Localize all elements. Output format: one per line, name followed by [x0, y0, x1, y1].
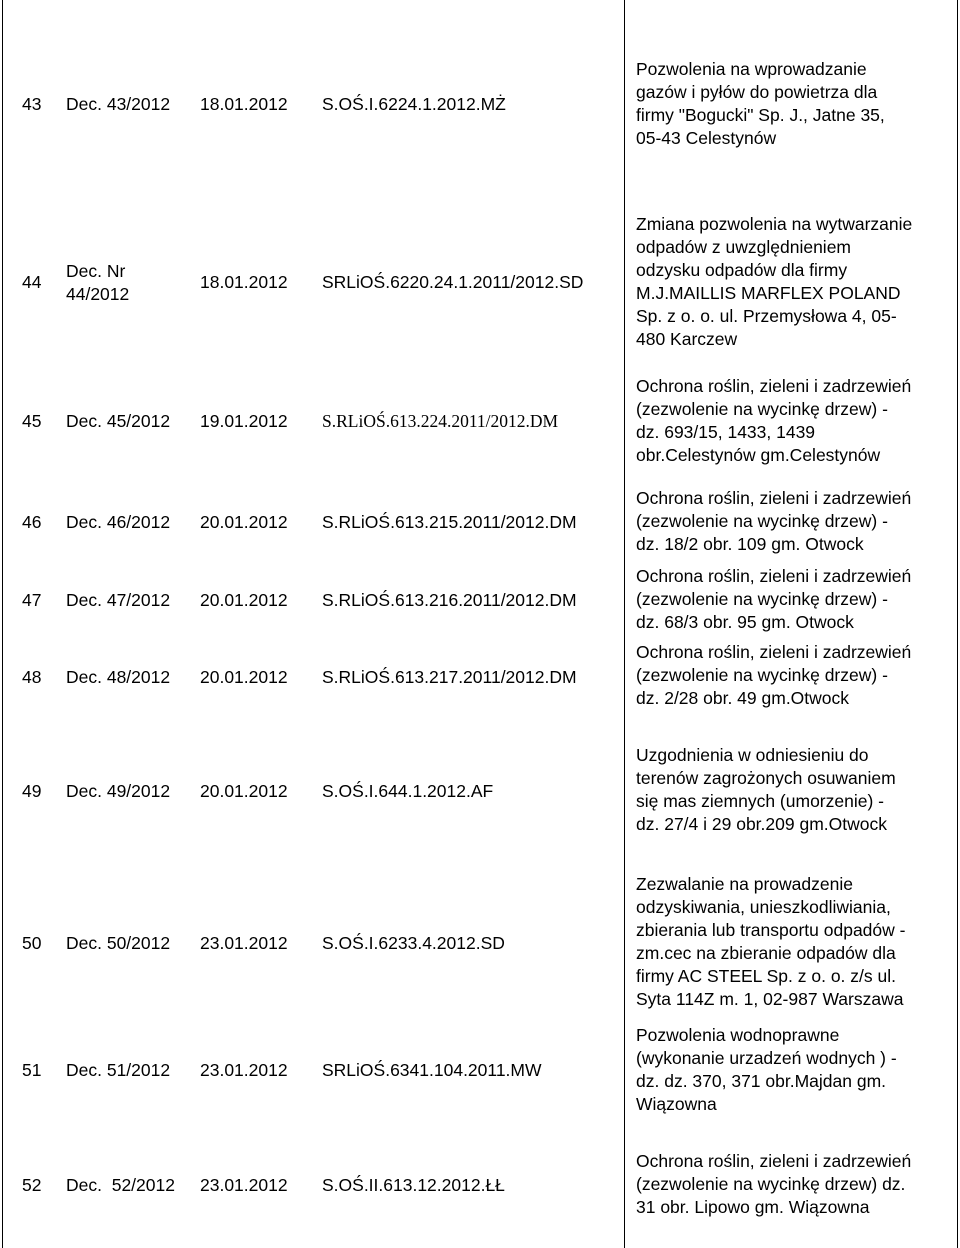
decision-number: Dec. 50/2012 — [66, 933, 171, 953]
decision-description: Pozwolenia wodnoprawne (wykonanie urzadzeń wodnych ) - dz. dz. 370, 371 obr.Majdan gm. Wiązowna — [636, 1025, 897, 1114]
decision-date: 20.01.2012 — [200, 590, 288, 610]
decision-description: Ochrona roślin, zieleni i zadrzewień (zezwolenie na wycinkę drzew) - dz. 18/2 obr. 109 gm. Otwock — [636, 488, 912, 554]
decision-description: Ochrona roślin, zieleni i zadrzewień (zezwolenie na wycinkę drzew) - dz. 2/28 obr. 49 gm.Otwock — [636, 642, 912, 708]
row-number: 48 — [22, 667, 42, 687]
decision-description: Ochrona roślin, zieleni i zadrzewień (zezwolenie na wycinkę drzew) dz. 31 obr. Lipowo gm. Wiązowna — [636, 1151, 912, 1217]
row-number: 51 — [22, 1060, 42, 1080]
case-sign: S.OŚ.I.6224.1.2012.MŻ — [322, 94, 506, 114]
table-grid-line-left — [2, 0, 3, 1248]
decision-number: Dec. Nr 44/2012 — [66, 261, 130, 304]
case-sign: SRLiOŚ.6220.24.1.2011/2012.SD — [322, 272, 584, 292]
decision-description: Ochrona roślin, zieleni i zadrzewień (zezwolenie na wycinkę drzew) - dz. 68/3 obr. 95 gm. Otwock — [636, 566, 912, 632]
row-number: 46 — [22, 512, 42, 532]
decision-number: Dec. 48/2012 — [66, 667, 171, 687]
row-number: 52 — [22, 1175, 42, 1195]
decision-number: Dec. 47/2012 — [66, 590, 171, 610]
decision-date: 18.01.2012 — [200, 94, 288, 114]
row-number: 45 — [22, 411, 42, 431]
decision-date: 19.01.2012 — [200, 411, 288, 431]
decision-date: 20.01.2012 — [200, 512, 288, 532]
table-grid-line-mid — [624, 0, 625, 1248]
decision-number: Dec. 49/2012 — [66, 781, 171, 801]
decision-date: 23.01.2012 — [200, 1175, 288, 1195]
decision-date: 20.01.2012 — [200, 667, 288, 687]
row-number: 50 — [22, 933, 42, 953]
decision-date: 23.01.2012 — [200, 933, 288, 953]
decision-number: Dec. 45/2012 — [66, 411, 171, 431]
row-number: 47 — [22, 590, 42, 610]
decision-description: Zmiana pozwolenia na wytwarzanie odpadów z uwzględnieniem odzysku odpadów dla firmy M.J.MAILLIS MARFLEX POLAND Sp. z o. o. ul. Przemysłowa 4, 05- 480 Karczew — [636, 214, 913, 349]
case-sign: S.RLiOŚ.613.215.2011/2012.DM — [322, 512, 577, 532]
case-sign: S.OŚ.II.613.12.2012.ŁŁ — [322, 1175, 505, 1195]
decision-date: 23.01.2012 — [200, 1060, 288, 1080]
decision-description: Uzgodnienia w odniesieniu do terenów zagrożonych osuwaniem się mas ziemnych (umorzenie) - dz. 27/4 i 29 obr.209 gm.Otwock — [636, 745, 896, 834]
case-sign: S.OŚ.I.644.1.2012.AF — [322, 781, 494, 801]
table-grid-line-right — [957, 0, 958, 1248]
decision-description: Ochrona roślin, zieleni i zadrzewień (zezwolenie na wycinkę drzew) - dz. 693/15, 1433, 1439 obr.Celestynów gm.Celestynów — [636, 376, 912, 465]
decision-number: Dec. 43/2012 — [66, 94, 171, 114]
row-number: 43 — [22, 94, 42, 114]
decision-date: 18.01.2012 — [200, 272, 288, 292]
case-sign: S.RLiOŚ.613.217.2011/2012.DM — [322, 667, 577, 687]
decision-description: Pozwolenia na wprowadzanie gazów i pyłów do powietrza dla firmy "Bogucki" Sp. J., Jatne 35, 05-43 Celestynów — [636, 59, 885, 148]
decision-date: 20.01.2012 — [200, 781, 288, 801]
case-sign: SRLiOŚ.6341.104.2011.MW — [322, 1060, 542, 1080]
row-number: 44 — [22, 272, 42, 292]
decision-description: Zezwalanie na prowadzenie odzyskiwania, unieszkodliwiania, zbierania lub transportu odpadów - zm.cec na zbieranie odpadów dla firmy AC STEEL Sp. z o. o. z/s ul. Syta 114Z m. 1, 02-987 Warszawa — [636, 874, 906, 1009]
decision-number: Dec. 52/2012 — [66, 1175, 175, 1195]
decision-number: Dec. 51/2012 — [66, 1060, 171, 1080]
case-sign: S.OŚ.I.6233.4.2012.SD — [322, 933, 505, 953]
case-sign: S.RLiOŚ.613.216.2011/2012.DM — [322, 590, 577, 610]
decision-number: Dec. 46/2012 — [66, 512, 171, 532]
case-sign: S.RLiOŚ.613.224.2011/2012.DM — [322, 411, 559, 431]
row-number: 49 — [22, 781, 42, 801]
